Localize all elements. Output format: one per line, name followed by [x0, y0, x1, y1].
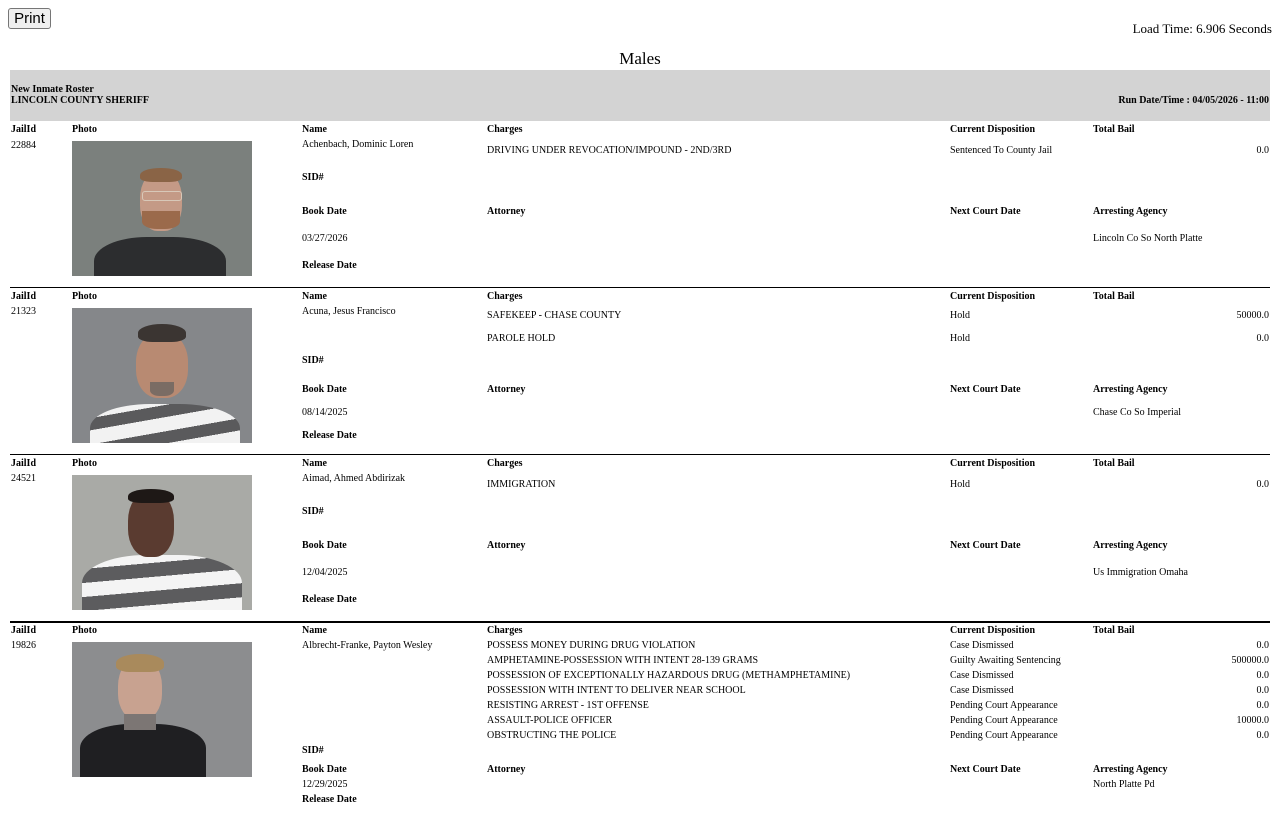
charge: OBSTRUCTING THE POLICE — [487, 730, 617, 741]
book-date: 12/29/2025 — [302, 779, 348, 790]
disposition: Pending Court Appearance — [950, 715, 1058, 726]
jail-id: 21323 — [11, 306, 36, 317]
inmate-record — [10, 122, 1270, 288]
label-release-date: Release Date — [302, 594, 357, 605]
report-header-left — [11, 84, 149, 106]
inmate-photo — [72, 141, 252, 276]
inmate-record — [10, 456, 1270, 622]
bail-amount: 0.0 — [1256, 685, 1269, 696]
record-divider — [10, 287, 1270, 288]
inmate-name: Acuna, Jesus Francisco — [302, 306, 396, 317]
charge: DRIVING UNDER REVOCATION/IMPOUND - 2ND/3RD — [487, 145, 732, 156]
label-sid: SID# — [302, 506, 324, 517]
label-jail-id: JailId — [11, 625, 37, 636]
load-time: Load Time: 6.906 Seconds — [1132, 21, 1272, 36]
disposition: Pending Court Appearance — [950, 730, 1058, 741]
inmate-name: Achenbach, Dominic Loren — [302, 139, 414, 150]
label-charges: Charges — [487, 291, 523, 302]
arresting-agency: Lincoln Co So North Platte — [1093, 233, 1203, 244]
disposition: Pending Court Appearance — [950, 700, 1058, 711]
inmate-record — [10, 289, 1270, 455]
label-photo: Photo — [72, 124, 97, 135]
disposition: Guilty Awaiting Sentencing — [950, 655, 1061, 666]
charge: POSSESS MONEY DURING DRUG VIOLATION — [487, 640, 696, 651]
arresting-agency: Chase Co So Imperial — [1093, 407, 1182, 418]
label-total-bail: Total Bail — [1093, 458, 1135, 469]
page-title: Males — [619, 49, 661, 68]
label-name: Name — [302, 291, 327, 302]
label-arresting-agency: Arresting Agency — [1093, 764, 1168, 775]
charge: AMPHETAMINE-POSSESSION WITH INTENT 28-139 GRAMS — [487, 655, 759, 666]
label-sid: SID# — [302, 745, 324, 756]
charge: RESISTING ARREST - 1ST OFFENSE — [487, 700, 649, 711]
label-sid: SID# — [302, 172, 324, 183]
label-charges: Charges — [487, 625, 523, 636]
charge: SAFEKEEP - CHASE COUNTY — [487, 310, 622, 321]
label-name: Name — [302, 625, 327, 636]
label-book-date: Book Date — [302, 206, 347, 217]
label-arresting-agency: Arresting Agency — [1093, 384, 1168, 395]
label-charges: Charges — [487, 124, 523, 135]
bail-amount: 500000.0 — [1231, 655, 1269, 666]
label-current-disposition: Current Disposition — [950, 625, 1036, 636]
label-jail-id: JailId — [11, 458, 37, 469]
label-sid: SID# — [302, 355, 324, 366]
label-name: Name — [302, 458, 327, 469]
label-next-court-date: Next Court Date — [950, 384, 1021, 395]
charge: POSSESSION WITH INTENT TO DELIVER NEAR SCHOOL — [487, 685, 746, 696]
label-total-bail: Total Bail — [1093, 291, 1135, 302]
label-photo: Photo — [72, 291, 97, 302]
bail-amount: 0.0 — [1256, 145, 1269, 156]
book-date: 03/27/2026 — [302, 233, 348, 244]
label-arresting-agency: Arresting Agency — [1093, 540, 1168, 551]
arresting-agency: North Platte Pd — [1093, 779, 1155, 790]
label-current-disposition: Current Disposition — [950, 458, 1036, 469]
jail-id: 24521 — [11, 473, 36, 484]
disposition: Sentenced To County Jail — [950, 145, 1053, 156]
label-attorney: Attorney — [487, 384, 526, 395]
label-current-disposition: Current Disposition — [950, 291, 1036, 302]
label-photo: Photo — [72, 458, 97, 469]
disposition: Hold — [950, 310, 970, 321]
label-charges: Charges — [487, 458, 523, 469]
bail-amount: 50000.0 — [1236, 310, 1269, 321]
report-agency: LINCOLN COUNTY SHERIFF — [11, 95, 149, 106]
label-jail-id: JailId — [11, 291, 37, 302]
charge: ASSAULT-POLICE OFFICER — [487, 715, 613, 726]
label-photo: Photo — [72, 625, 97, 636]
disposition: Case Dismissed — [950, 670, 1014, 681]
report-title: New Inmate Roster — [11, 84, 94, 95]
label-name: Name — [302, 124, 327, 135]
label-next-court-date: Next Court Date — [950, 206, 1021, 217]
bail-amount: 0.0 — [1256, 479, 1269, 490]
disposition: Case Dismissed — [950, 685, 1014, 696]
inmate-record — [10, 623, 1270, 823]
print-button[interactable]: Print — [8, 8, 51, 29]
label-book-date: Book Date — [302, 384, 347, 395]
disposition: Hold — [950, 333, 970, 344]
bail-amount: 0.0 — [1256, 640, 1269, 651]
label-arresting-agency: Arresting Agency — [1093, 206, 1168, 217]
report-header — [10, 70, 1270, 121]
label-next-court-date: Next Court Date — [950, 540, 1021, 551]
label-release-date: Release Date — [302, 430, 357, 441]
bail-amount: 0.0 — [1256, 670, 1269, 681]
book-date: 12/04/2025 — [302, 567, 348, 578]
jail-id: 19826 — [11, 640, 36, 651]
bail-amount: 0.0 — [1256, 700, 1269, 711]
inmate-name: Albrecht-Franke, Payton Wesley — [302, 640, 433, 651]
label-book-date: Book Date — [302, 764, 347, 775]
label-attorney: Attorney — [487, 206, 526, 217]
label-current-disposition: Current Disposition — [950, 124, 1036, 135]
label-attorney: Attorney — [487, 540, 526, 551]
record-divider — [10, 622, 1270, 623]
jail-id: 22884 — [11, 140, 36, 151]
bail-amount: 10000.0 — [1236, 715, 1269, 726]
run-date: Run Date/Time : 04/05/2026 - 11:00 — [1118, 95, 1269, 106]
inmate-photo — [72, 475, 252, 610]
label-total-bail: Total Bail — [1093, 124, 1135, 135]
label-book-date: Book Date — [302, 540, 347, 551]
inmate-name: Aimad, Ahmed Abdirizak — [302, 473, 406, 484]
disposition: Case Dismissed — [950, 640, 1014, 651]
arresting-agency: Us Immigration Omaha — [1093, 567, 1188, 578]
charge: PAROLE HOLD — [487, 333, 556, 344]
label-release-date: Release Date — [302, 260, 357, 271]
label-jail-id: JailId — [11, 124, 37, 135]
bail-amount: 0.0 — [1256, 333, 1269, 344]
book-date: 08/14/2025 — [302, 407, 348, 418]
inmate-photo — [72, 642, 252, 777]
record-divider — [10, 454, 1270, 455]
charge: POSSESSION OF EXCEPTIONALLY HAZARDOUS DRUG (METHAMPHETAMINE) — [487, 670, 851, 681]
label-release-date: Release Date — [302, 794, 357, 805]
disposition: Hold — [950, 479, 970, 490]
charge: IMMIGRATION — [487, 479, 556, 490]
label-next-court-date: Next Court Date — [950, 764, 1021, 775]
label-total-bail: Total Bail — [1093, 625, 1135, 636]
inmate-photo — [72, 308, 252, 443]
label-attorney: Attorney — [487, 764, 526, 775]
bail-amount: 0.0 — [1256, 730, 1269, 741]
